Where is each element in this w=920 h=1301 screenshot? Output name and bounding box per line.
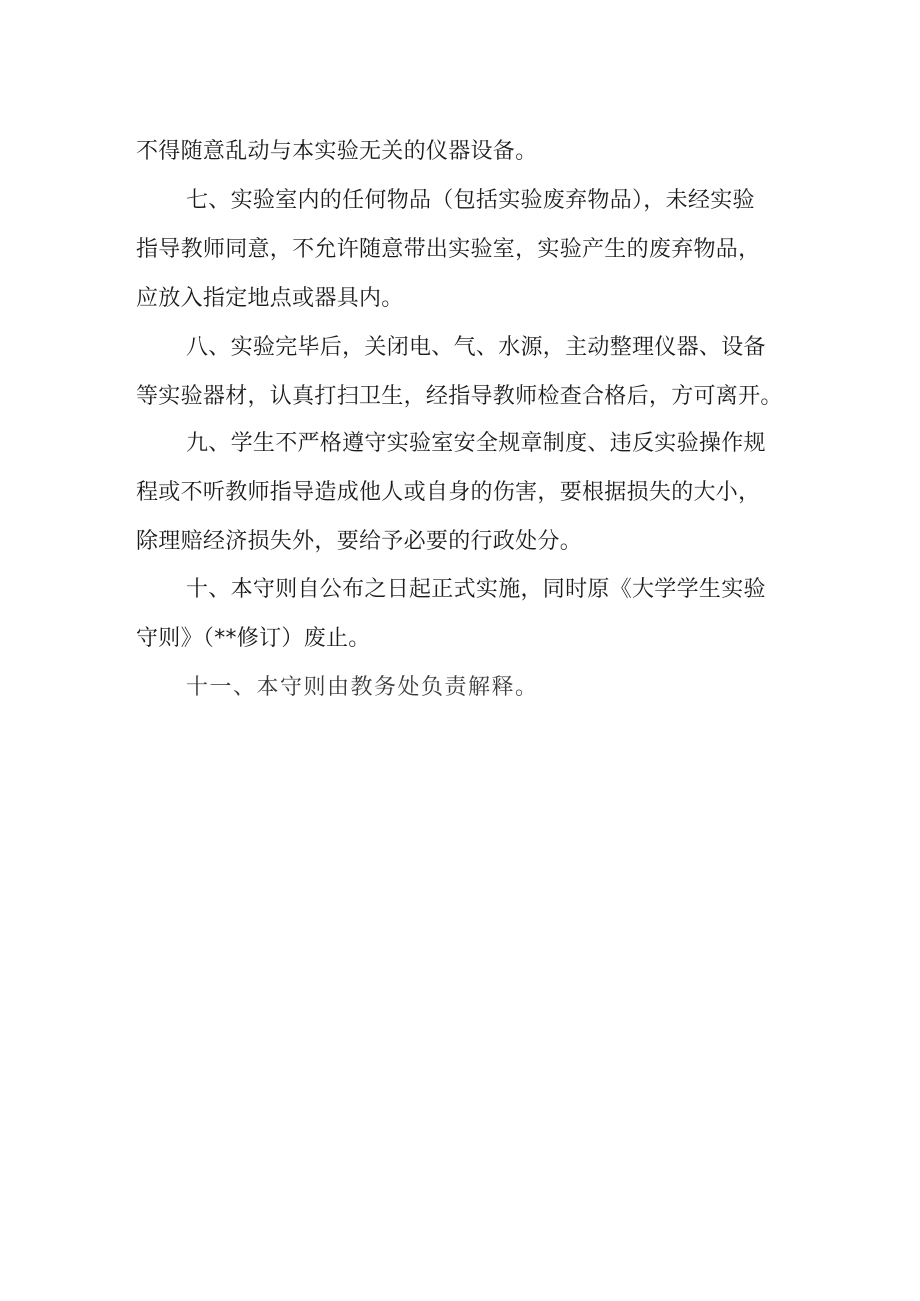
text-line: 守则》（**修订）废止。 [136, 626, 371, 651]
clause-10-line: 十、本守则自公布之日起正式实施，同时原《大学学生实验 [186, 577, 766, 602]
text-line: 指导教师同意，不允许随意带出实验室，实验产生的废弃物品， [136, 237, 761, 262]
text-line: 除理赔经济损失外，要给予必要的行政处分。 [136, 529, 583, 554]
text-line: 不得随意乱动与本实验无关的仪器设备。 [136, 139, 538, 164]
clause-8-line: 八、实验完毕后，关闭电、气、水源，主动整理仪器、设备 [186, 335, 766, 360]
clause-11-line: 十一、本守则由教务处负责解释。 [186, 675, 539, 700]
text-line: 等实验器材，认真打扫卫生，经指导教师检查合格后，方可离开。 [136, 384, 783, 409]
text-line: 程或不听教师指导造成他人或自身的伤害，要根据损失的大小， [136, 480, 761, 505]
text-line: 应放入指定地点或器具内。 [136, 286, 404, 311]
clause-7-line: 七、实验室内的任何物品（包括实验废弃物品），未经实验 [186, 188, 755, 213]
clause-9-line: 九、学生不严格遵守实验室安全规章制度、违反实验操作规 [186, 431, 766, 456]
